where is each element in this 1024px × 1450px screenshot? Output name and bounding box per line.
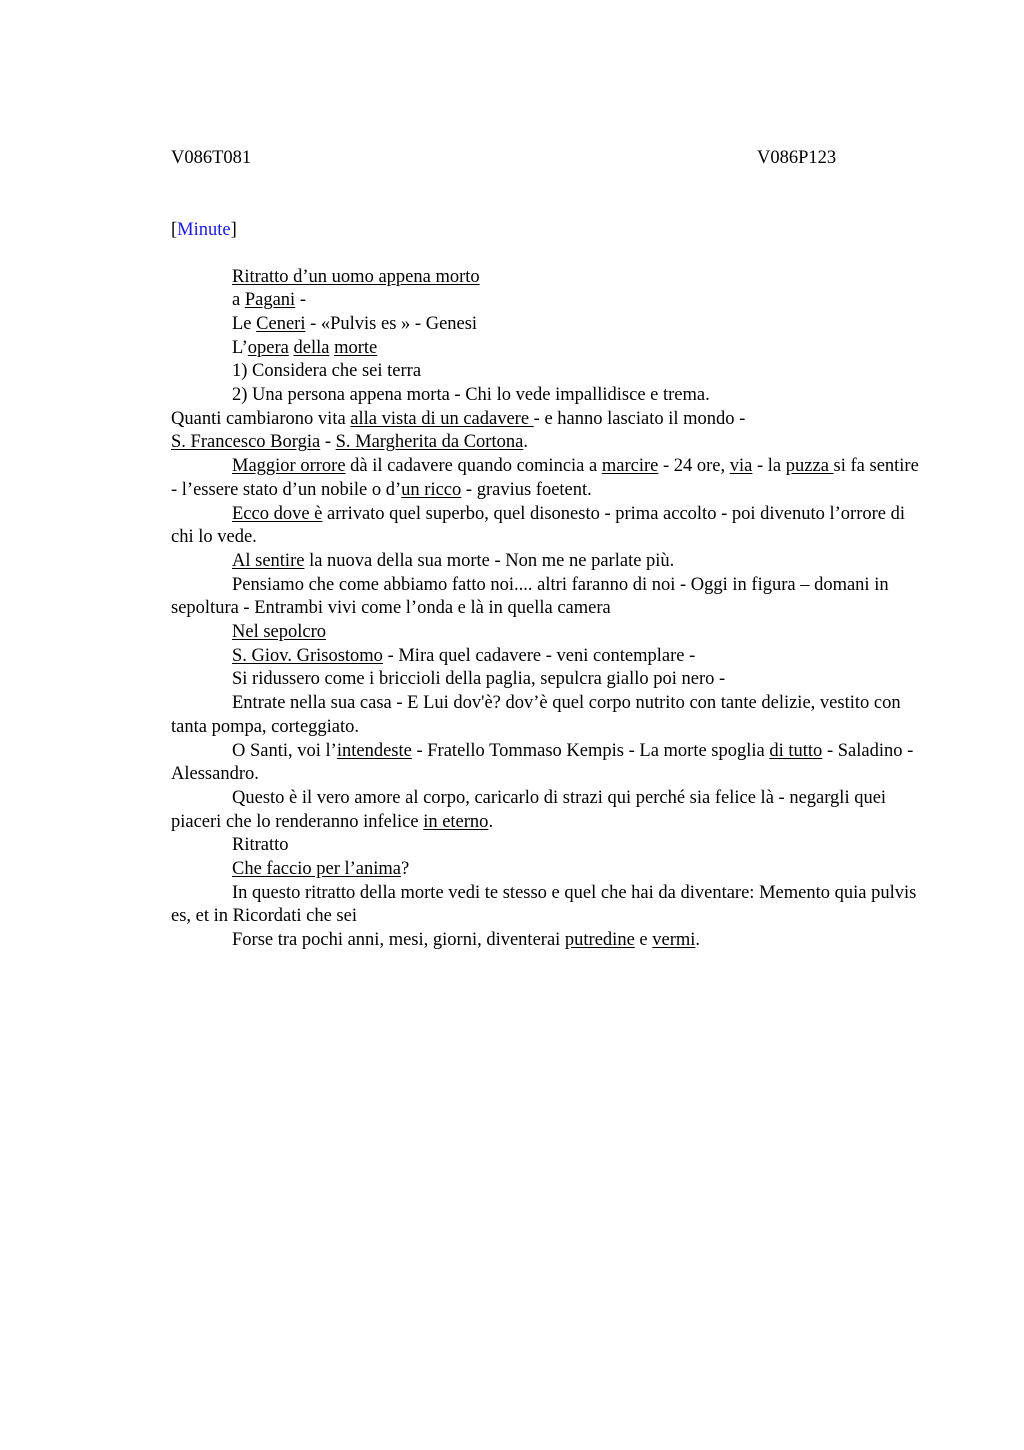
text-line xyxy=(171,360,926,384)
text-run: Questo è il vero amore al corpo, caricarlo di strazi qui perché sia felice là - negargli quei piaceri che lo renderanno infelice xyxy=(171,787,887,832)
underlined-text: puzza xyxy=(785,456,834,477)
document-id-left: V086T081 xyxy=(171,148,252,168)
underlined-text: putredine xyxy=(564,930,635,951)
text-paragraph xyxy=(171,645,926,669)
text-paragraph xyxy=(171,503,926,550)
text-run: - gravius foetent. xyxy=(461,479,592,500)
underlined-text: morte xyxy=(334,337,378,358)
underlined-text: un ricco xyxy=(401,479,462,500)
text-run: Le xyxy=(232,313,257,334)
minute-label xyxy=(171,218,237,242)
text-paragraph xyxy=(171,621,926,645)
underlined-text: Ritratto d’un uomo appena morto xyxy=(232,266,480,287)
underlined-text: di tutto xyxy=(769,740,823,761)
text-run: Entrate nella sua casa - E Lui dov'è? dov’è quel corpo nutrito con tante delizie, vestito con tanta pompa, corteggiato. xyxy=(171,693,901,737)
text-line xyxy=(171,266,926,290)
text-run: L’ xyxy=(232,337,248,358)
text-run: si fa sentire - l’essere stato d’un nobile o d’ xyxy=(171,456,919,500)
text-paragraph xyxy=(171,408,926,432)
text-run: la nuova della sua morte - Non me ne parlate più. xyxy=(304,550,675,571)
minute-close-bracket: ] xyxy=(230,220,237,240)
text-run: - «Pulvis es » - Genesi xyxy=(305,313,478,334)
text-run: - la xyxy=(752,456,786,477)
text-paragraph xyxy=(171,740,926,787)
text-run: - xyxy=(320,432,336,453)
underlined-text: in eterno xyxy=(423,811,489,832)
text-line xyxy=(171,313,926,337)
underlined-text: S. Francesco Borgia xyxy=(171,432,321,453)
text-run: - Fratello Tommaso Kempis - La morte spoglia xyxy=(411,740,770,761)
text-paragraph xyxy=(171,929,926,953)
text-run: - 24 ore, xyxy=(658,456,730,477)
underlined-text: S. Giov. Grisostomo xyxy=(232,645,383,666)
underlined-text: Al sentire xyxy=(232,550,305,571)
text-run: 1) Considera che sei terra xyxy=(232,361,422,382)
text-paragraph xyxy=(171,692,926,739)
text-paragraph xyxy=(171,455,926,502)
underlined-text: marcire xyxy=(601,456,659,477)
text-run: Si ridussero come i briccioli della paglia, sepulcra giallo poi nero - xyxy=(232,669,726,690)
text-run: O Santi, voi l’ xyxy=(232,740,337,761)
text-run: ? xyxy=(400,859,410,880)
underlined-text: intendeste xyxy=(336,740,412,761)
text-run: . xyxy=(695,930,701,951)
text-paragraph xyxy=(171,858,926,882)
underlined-text: della xyxy=(293,337,330,358)
minute-link[interactable]: Minute xyxy=(177,220,231,240)
text-run: Ritratto xyxy=(232,835,289,856)
text-paragraph xyxy=(171,574,926,621)
underlined-text: Pagani xyxy=(244,290,296,311)
text-line xyxy=(171,384,926,408)
text-paragraph xyxy=(171,431,926,455)
underlined-text: S. Margherita da Cortona xyxy=(335,432,524,453)
text-paragraph xyxy=(171,787,926,834)
underlined-text: alla vista di un cadavere xyxy=(350,408,534,429)
text-run: a xyxy=(232,290,245,311)
text-run: 2) Una persona appena morta - Chi lo vede impallidisce e trema. xyxy=(232,385,710,406)
text-run: Quanti cambiarono vita xyxy=(171,408,351,429)
text-run: dà il cadavere quando comincia a xyxy=(345,456,602,477)
text-run: - Saladino - Alessandro. xyxy=(171,740,914,785)
text-paragraph xyxy=(171,882,926,929)
text-line xyxy=(171,337,926,361)
text-run: - xyxy=(295,290,306,311)
underlined-text: Che faccio per l’anima xyxy=(232,859,401,880)
text-run: - e hanno lasciato il mondo - xyxy=(533,408,746,429)
text-paragraph xyxy=(171,550,926,574)
minute-open-bracket: [ xyxy=(171,220,178,240)
underlined-text: Nel sepolcro xyxy=(232,622,327,643)
underlined-text: Ceneri xyxy=(256,313,306,334)
text-paragraph xyxy=(171,834,926,858)
text-run: In questo ritratto della morte vedi te stesso e quel che hai da diventare: Memento quia pulvis es, et in Ricordati che sei xyxy=(171,882,917,927)
document-id-right: V086P123 xyxy=(757,148,837,168)
text-run: e xyxy=(634,930,653,951)
text-run: Forse tra pochi anni, mesi, giorni, diventerai xyxy=(232,930,565,951)
text-run: . xyxy=(523,432,528,453)
text-run: - Mira quel cadavere - veni contemplare - xyxy=(382,645,696,666)
underlined-text: Maggior orrore xyxy=(232,456,346,477)
document-body xyxy=(171,266,926,953)
underlined-text: via xyxy=(729,456,753,477)
text-run: . xyxy=(488,811,494,832)
text-paragraph xyxy=(171,668,926,692)
underlined-text: Ecco dove è xyxy=(232,503,323,524)
text-run: Pensiamo che come abbiamo fatto noi.... altri faranno di noi - Oggi in figura – domani in sepoltura - Entrambi vivi come l’onda e là in quella camera xyxy=(171,574,889,619)
text-line xyxy=(171,289,926,313)
underlined-text: vermi xyxy=(652,930,696,951)
text-run: arrivato quel superbo, quel disonesto - prima accolto - poi divenuto l’orrore di chi lo vede. xyxy=(171,503,905,548)
underlined-text: opera xyxy=(247,337,289,358)
